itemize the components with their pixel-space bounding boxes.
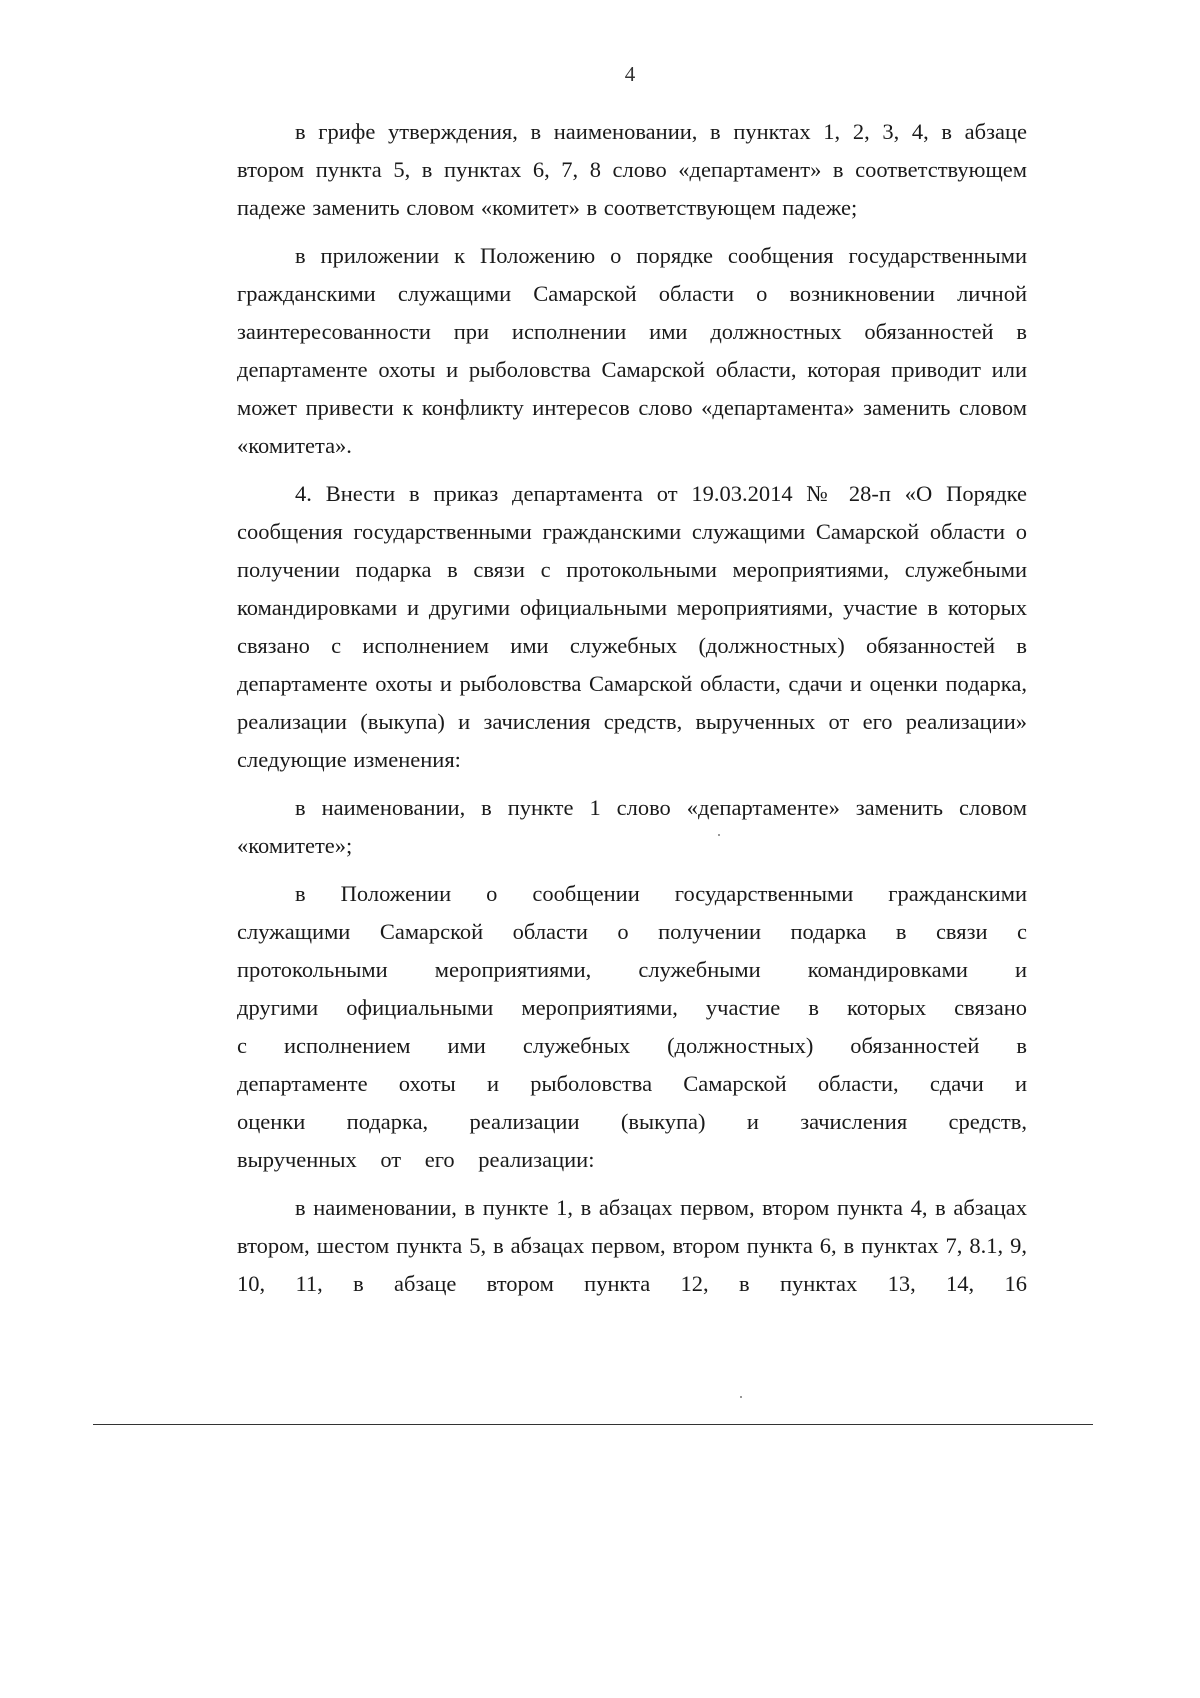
paragraph-title-items-renaming: в наименовании, в пункте 1, в абзацах первом, втором пункта 4, в абзацах втором, шестом пункта 5, в абзацах первом, втором пункта 6, в пунктах 7, 8.1, 9, 10, 11, в абзаце втором пункта 12, в пунктах 13, 14, 16 (237, 1195, 1027, 1296)
paragraph-appendix-renaming: в приложении к Положению о порядке сообщения государственными гражданскими служащими Самарской области о возникновении личной заинтересованности при исполнении ими должностных обязанностей в департаменте охоты и рыболовства Самарской области, которая приводит или может привести к конфликту интересов слово «департамента» заменить словом «комитета». (237, 243, 1027, 458)
paragraph-stamp-renaming: в грифе утверждения, в наименовании, в пунктах 1, 2, 3, 4, в абзаце втором пункта 5, в пунктах 6, 7, 8 слово «департамент» в соответствующем падеже заменить словом «комитет» в соответствующем падеже; (237, 119, 1027, 220)
paragraph-title-item-1-renaming: в наименовании, в пункте 1 слово «департаменте» заменить словом «комитете»; (237, 795, 1027, 858)
paragraph-item-4-order-amendment: 4. Внести в приказ департамента от 19.03.2014 № 28-п «О Порядке сообщения государственными гражданскими служащими Самарской области о получении подарка в связи с протокольными мероприятиями, служебными командировками и другими официальными мероприятиями, участие в которых связано с исполнением ими служебных (должностных) обязанностей в департаменте охоты и рыболовства Самарской области, сдачи и оценки подарка, реализации (выкупа) и зачисления средств, вырученных от его реализации» следующие изменения: (237, 481, 1027, 772)
footer-rule (93, 1424, 1093, 1425)
page-number: 4 (624, 62, 636, 86)
scan-speck (718, 834, 720, 836)
document-body (237, 113, 1027, 1313)
paragraph-regulation-reference: в Положении о сообщении государственными гражданскими служащими Самарской области о получении подарка в связи с протокольными мероприятиями, служебными командировками и другими официальными мероприятиями, участие в которых связано с исполнением ими служебных (должностных) обязанностей в департаменте охоты и рыболовства Самарской области, сдачи и оценки подарка, реализации (выкупа) и зачисления средств, вырученных от его реализации: (237, 881, 1027, 1172)
scan-speck (740, 1396, 742, 1398)
